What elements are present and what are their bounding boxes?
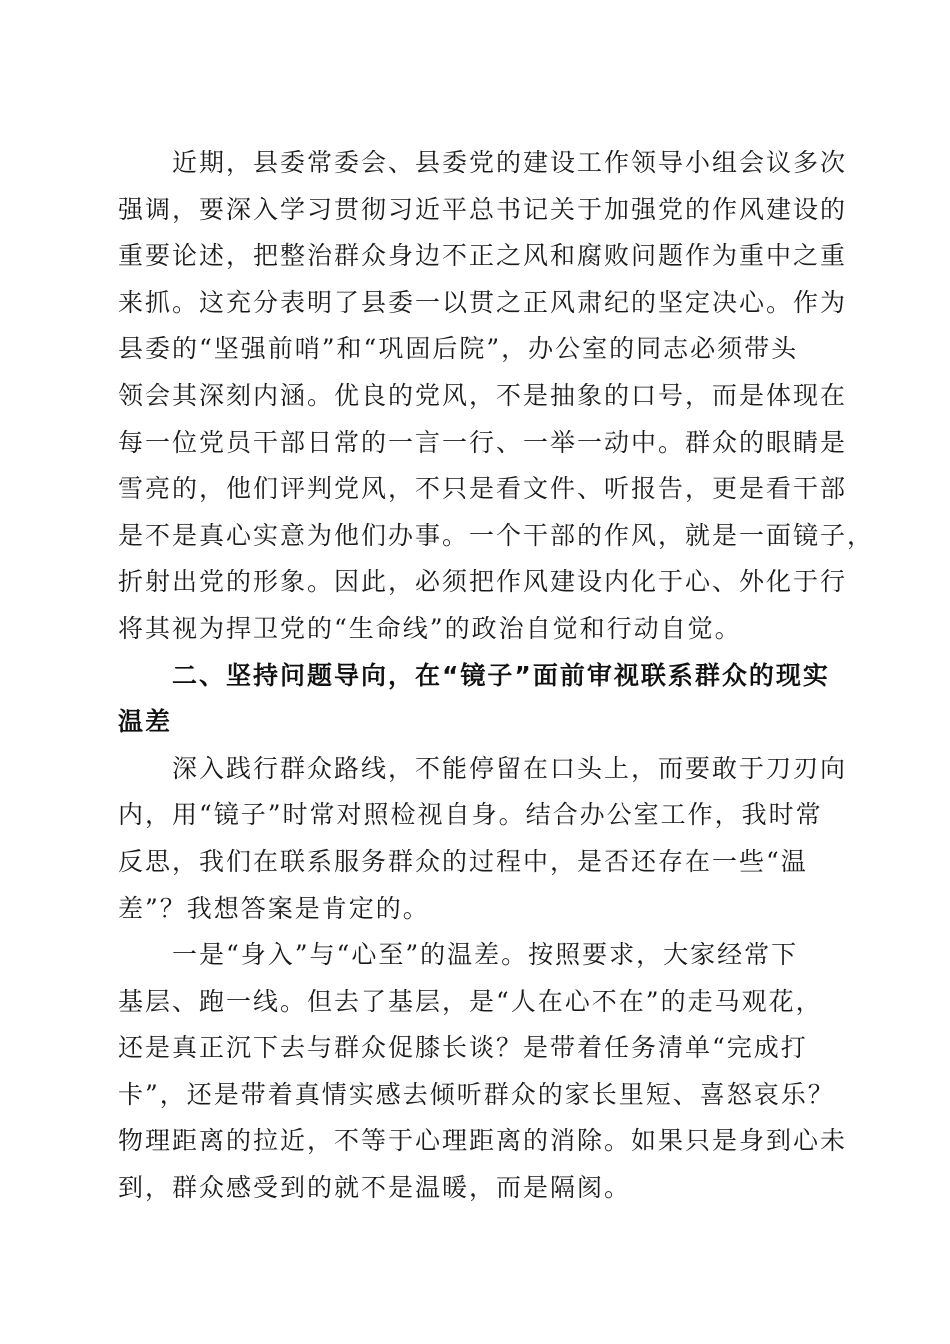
paragraph-mirror (118, 746, 848, 932)
heading-line: 二、坚持问题导向，在“镜子”面前审视联系群众的现实 (118, 660, 830, 690)
section-heading (118, 653, 830, 746)
text-line: 雪亮的，他们评判党风，不只是看文件、听报告，更是看干部 (118, 474, 848, 504)
text-line: 差”？我想答案是肯定的。 (118, 893, 430, 923)
text-line: 近期，县委常委会、县委党的建设工作领导小组会议多次 (118, 148, 848, 177)
text-line: 领会其深刻内涵。优良的党风，不是抽象的口号，而是体现在 (118, 380, 848, 410)
text-line: 将其视为捍卫党的“生命线”的政治自觉和行动自觉。 (118, 613, 742, 643)
text-line: 折射出党的形象。因此，必须把作风建设内化于心、外化于行 (118, 567, 848, 597)
text-line: 物理距离的拉近，不等于心理距离的消除。如果只是身到心未 (118, 1126, 848, 1156)
text-line: 反思，我们在联系服务群众的过程中，是否还存在一些“温 (118, 846, 808, 876)
text-line: 每一位党员干部日常的一言一行、一举一动中。群众的眼睛是 (118, 427, 848, 457)
paragraph-temperature-gap-1 (118, 932, 848, 1212)
text-line: 还是真正沉下去与群众促膝长谈？是带着任务清单“完成打 (118, 1033, 808, 1063)
text-line: 强调，要深入学习贯彻习近平总书记关于加强党的作风建设的 (118, 194, 848, 224)
text-line: 基层、跑一线。但去了基层，是“人在心不在”的走马观花， (118, 986, 823, 1016)
paragraph-intro (118, 140, 875, 653)
heading-line: 温差 (118, 707, 173, 737)
text-line: 内，用“镜子”时常对照检视自身。结合办公室工作，我时常 (118, 800, 823, 830)
text-line: 一是“身入”与“心至”的温差。按照要求，大家经常下 (118, 940, 799, 970)
text-line: 重要论述，把整治群众身边不正之风和腐败问题作为重中之重 (118, 241, 848, 271)
text-line: 到，群众感受到的就不是温暖，而是隔阂。 (118, 1173, 632, 1203)
text-line: 深入践行群众路线，不能停留在口头上，而要敢于刀刃向 (118, 753, 848, 783)
text-line: 卡”，还是带着真情实感去倾听群众的家长里短、喜怒哀乐？ (118, 1079, 835, 1109)
text-line: 来抓。这充分表明了县委一以贯之正风肃纪的坚定决心。作为 (118, 287, 848, 317)
text-line: 是不是真心实意为他们办事。一个干部的作风，就是一面镜子， (118, 520, 875, 550)
text-line: 县委的“坚强前哨”和“巩固后院”，办公室的同志必须带头 (118, 334, 799, 364)
document-body (118, 140, 875, 1212)
